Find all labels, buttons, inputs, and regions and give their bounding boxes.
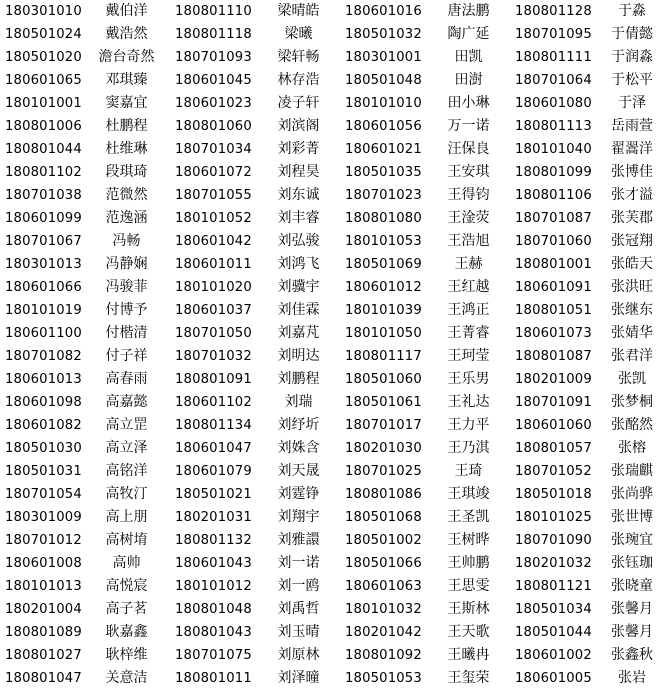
student-name-cell: 张岩 <box>618 670 646 686</box>
student-name-cell: 刘滨阁 <box>277 118 320 134</box>
roster-row <box>0 276 671 299</box>
student-name-cell: 耿嘉鑫 <box>105 624 148 640</box>
student-name-cell: 张馨月 <box>611 601 653 617</box>
student-id-cell: 180801128 <box>515 4 592 19</box>
student-name-cell: 邓琪臻 <box>105 72 148 88</box>
student-name-cell: 杜维琳 <box>105 141 148 157</box>
student-id-cell: 180701055 <box>175 188 252 203</box>
student-name-cell: 高春雨 <box>105 371 148 387</box>
student-id-cell: 180701075 <box>175 648 252 663</box>
student-id-cell: 180501031 <box>5 464 82 479</box>
student-name-cell: 刘翔宇 <box>277 509 320 525</box>
student-id-cell: 180601063 <box>345 579 422 594</box>
roster-row <box>0 345 671 368</box>
student-id-cell: 180701060 <box>515 234 592 249</box>
student-id-cell: 180601082 <box>5 418 82 433</box>
student-id-cell: 180601080 <box>515 96 592 111</box>
student-id-cell: 180801121 <box>515 579 592 594</box>
student-id-cell: 180701032 <box>175 349 252 364</box>
student-id-cell: 180801099 <box>515 165 592 180</box>
student-id-cell: 180501060 <box>345 372 422 387</box>
student-id-cell: 180801080 <box>345 211 422 226</box>
student-name-cell: 范逸涵 <box>105 210 148 226</box>
roster-row <box>0 322 671 345</box>
student-name-cell: 刘东诚 <box>277 187 320 203</box>
student-id-cell: 180601023 <box>175 96 252 111</box>
student-name-cell: 刘霆铮 <box>277 486 320 502</box>
student-id-cell: 180501069 <box>345 257 422 272</box>
student-id-cell: 180701091 <box>515 395 592 410</box>
student-name-cell: 刘玉晴 <box>277 624 320 640</box>
student-id-cell: 180701052 <box>515 464 592 479</box>
student-id-cell: 180601072 <box>175 165 252 180</box>
student-id-cell: 180701023 <box>345 188 422 203</box>
student-id-cell: 180801102 <box>5 165 82 180</box>
student-id-cell: 180501053 <box>345 671 422 686</box>
student-name-cell: 岳雨萱 <box>611 118 653 134</box>
student-id-cell: 180701093 <box>175 50 252 65</box>
student-name-cell: 王乃淇 <box>447 440 490 456</box>
student-id-cell: 180701038 <box>5 188 82 203</box>
student-id-cell: 180801091 <box>175 372 252 387</box>
student-name-cell: 陶广延 <box>447 26 490 42</box>
student-name-cell: 张博佳 <box>611 164 653 180</box>
student-id-cell: 180601042 <box>175 234 252 249</box>
student-id-cell: 180601016 <box>345 4 422 19</box>
roster-row <box>0 161 671 184</box>
student-id-cell: 180801047 <box>5 671 82 686</box>
student-id-cell: 180301009 <box>5 510 82 525</box>
student-name-cell: 王天歌 <box>447 624 490 640</box>
student-id-cell: 180101019 <box>5 303 82 318</box>
roster-row <box>0 529 671 552</box>
student-name-cell: 张钰珈 <box>611 555 653 571</box>
student-name-cell: 王红越 <box>447 279 490 295</box>
student-id-cell: 180701025 <box>345 464 422 479</box>
student-id-cell: 180801027 <box>5 648 82 663</box>
student-id-cell: 180201009 <box>515 372 592 387</box>
student-name-cell: 刘程昊 <box>277 164 320 180</box>
student-name-cell: 王安琪 <box>447 164 490 180</box>
student-id-cell: 180801060 <box>175 119 252 134</box>
student-name-cell: 张冠翔 <box>611 233 653 249</box>
student-id-cell: 180701095 <box>515 27 592 42</box>
student-id-cell: 180601043 <box>175 556 252 571</box>
student-name-cell: 张凯 <box>618 371 646 387</box>
student-id-cell: 180501044 <box>515 625 592 640</box>
student-id-cell: 180701050 <box>175 326 252 341</box>
student-name-cell: 刘原林 <box>277 647 320 663</box>
student-id-cell: 180701067 <box>5 234 82 249</box>
roster-row <box>0 184 671 207</box>
student-name-cell: 张皓天 <box>611 256 653 272</box>
student-name-cell: 高上朋 <box>105 509 148 525</box>
roster-row <box>0 230 671 253</box>
student-id-cell: 180601060 <box>515 418 592 433</box>
student-id-cell: 180601013 <box>5 372 82 387</box>
student-name-cell: 冯骏菲 <box>105 279 148 295</box>
student-id-cell: 180501034 <box>515 602 592 617</box>
student-id-cell: 180301001 <box>345 50 422 65</box>
roster-row <box>0 207 671 230</box>
student-name-cell: 刘纾圻 <box>277 417 320 433</box>
student-id-cell: 180801106 <box>515 188 592 203</box>
student-id-cell: 180801057 <box>515 441 592 456</box>
student-id-cell: 180101052 <box>175 211 252 226</box>
roster-row <box>0 437 671 460</box>
student-name-cell: 张尚骅 <box>611 486 653 502</box>
student-id-cell: 180601008 <box>5 556 82 571</box>
student-id-cell: 180601100 <box>5 326 82 341</box>
student-name-cell: 刘佳霖 <box>277 302 320 318</box>
student-name-cell: 王鸿正 <box>447 302 490 318</box>
student-name-cell: 刘丰睿 <box>277 210 320 226</box>
roster-row <box>0 253 671 276</box>
student-id-cell: 180701064 <box>515 73 592 88</box>
student-id-cell: 180801086 <box>345 487 422 502</box>
student-id-cell: 180101020 <box>175 280 252 295</box>
student-name-cell: 高立罡 <box>105 417 148 433</box>
student-name-cell: 高铭洋 <box>105 463 148 479</box>
student-id-cell: 180201032 <box>515 556 592 571</box>
roster-row <box>0 391 671 414</box>
student-name-cell: 凌子轩 <box>277 95 320 111</box>
student-id-cell: 180801110 <box>175 4 252 19</box>
student-name-cell: 刘一鸥 <box>277 578 320 594</box>
student-id-cell: 180201042 <box>345 625 422 640</box>
student-id-cell: 180601045 <box>175 73 252 88</box>
student-id-cell: 180501018 <box>515 487 592 502</box>
student-id-cell: 180601005 <box>515 671 592 686</box>
student-id-cell: 180801117 <box>345 349 422 364</box>
student-id-cell: 180801134 <box>175 418 252 433</box>
student-name-cell: 于泽 <box>618 95 646 111</box>
student-name-cell: 耿梓维 <box>105 647 148 663</box>
student-name-cell: 付博予 <box>105 302 148 318</box>
student-name-cell: 唐法鹏 <box>447 3 490 19</box>
student-name-cell: 刘嘉芃 <box>277 325 320 341</box>
student-name-cell: 付子祥 <box>105 348 148 364</box>
student-id-cell: 180501002 <box>345 533 422 548</box>
student-id-cell: 180501021 <box>175 487 252 502</box>
student-name-cell: 万一诺 <box>447 118 490 134</box>
roster-row <box>0 368 671 391</box>
student-id-cell: 180101001 <box>5 96 82 111</box>
student-name-cell: 张瑞麒 <box>611 463 653 479</box>
student-name-cell: 付楷清 <box>105 325 148 341</box>
student-name-cell: 刘鹏程 <box>277 371 320 387</box>
roster-row <box>0 575 671 598</box>
student-id-cell: 180801011 <box>175 671 252 686</box>
student-id-cell: 180801111 <box>515 50 592 65</box>
roster-row <box>0 644 671 667</box>
student-id-cell: 180801087 <box>515 349 592 364</box>
student-name-cell: 高嘉懿 <box>105 394 148 410</box>
student-name-cell: 刘雅譞 <box>277 532 320 548</box>
roster-row <box>0 552 671 575</box>
student-id-cell: 180501020 <box>5 50 82 65</box>
student-name-cell: 田小琳 <box>447 95 490 111</box>
student-name-cell: 张才溢 <box>611 187 653 203</box>
student-name-cell: 梁曦 <box>284 26 313 42</box>
student-id-cell: 180601011 <box>175 257 252 272</box>
student-name-cell: 翟翯洋 <box>611 141 653 157</box>
student-id-cell: 180101013 <box>5 579 82 594</box>
student-name-cell: 王曦冉 <box>447 647 490 663</box>
student-id-cell: 180801092 <box>345 648 422 663</box>
student-id-cell: 180201004 <box>5 602 82 617</box>
student-name-cell: 王斯林 <box>447 601 490 617</box>
student-id-cell: 180601091 <box>515 280 592 295</box>
student-id-cell: 180701017 <box>345 418 422 433</box>
student-name-cell: 刘明达 <box>277 348 320 364</box>
student-name-cell: 王琪竣 <box>447 486 490 502</box>
student-name-cell: 张君洋 <box>611 348 653 364</box>
student-id-cell: 180701082 <box>5 349 82 364</box>
student-id-cell: 180101039 <box>345 303 422 318</box>
student-name-cell: 高悦宸 <box>105 578 148 594</box>
student-name-cell: 刘骥宇 <box>277 279 320 295</box>
student-id-cell: 180601066 <box>5 280 82 295</box>
student-id-cell: 180201030 <box>345 441 422 456</box>
student-id-cell: 180601099 <box>5 211 82 226</box>
student-name-cell: 范微然 <box>105 187 148 203</box>
student-id-cell: 180601021 <box>345 142 422 157</box>
student-name-cell: 刘姝含 <box>277 440 320 456</box>
roster-row <box>0 92 671 115</box>
roster-row <box>0 0 671 23</box>
student-id-cell: 180801006 <box>5 119 82 134</box>
student-name-cell: 王菁睿 <box>447 325 490 341</box>
student-name-cell: 王淦荧 <box>447 210 490 226</box>
student-name-cell: 高立泽 <box>105 440 148 456</box>
student-name-cell: 王礼达 <box>447 394 490 410</box>
roster-row <box>0 506 671 529</box>
student-id-cell: 180501035 <box>345 165 422 180</box>
student-name-cell: 刘彩菁 <box>277 141 320 157</box>
student-id-cell: 180601037 <box>175 303 252 318</box>
student-id-cell: 180501024 <box>5 27 82 42</box>
student-id-cell: 180601073 <box>515 326 592 341</box>
student-name-cell: 刘禹哲 <box>277 601 320 617</box>
student-name-cell: 王得钧 <box>447 187 490 203</box>
student-id-cell: 180801113 <box>515 119 592 134</box>
student-id-cell: 180501030 <box>5 441 82 456</box>
student-name-cell: 刘鸿飞 <box>277 256 320 272</box>
student-id-cell: 180501032 <box>345 27 422 42</box>
student-name-cell: 王珂莹 <box>447 348 490 364</box>
student-name-cell: 王玺荣 <box>447 670 490 686</box>
roster-row <box>0 598 671 621</box>
student-id-cell: 180701034 <box>175 142 252 157</box>
student-id-cell: 180701054 <box>5 487 82 502</box>
student-name-cell: 刘泽曈 <box>277 670 320 686</box>
student-name-cell: 高帅 <box>112 555 141 571</box>
student-name-cell: 林存浩 <box>277 72 320 88</box>
roster-row <box>0 23 671 46</box>
student-name-cell: 段琪琦 <box>105 164 148 180</box>
student-name-cell: 王圣凯 <box>447 509 490 525</box>
student-id-cell: 180801048 <box>175 602 252 617</box>
student-name-cell: 张梦桐 <box>611 394 653 410</box>
student-name-cell: 张芙郡 <box>611 210 653 226</box>
student-name-cell: 冯畅 <box>112 233 141 249</box>
student-id-cell: 180601098 <box>5 395 82 410</box>
student-name-cell: 汪保良 <box>447 141 490 157</box>
student-name-cell: 张继东 <box>611 302 653 318</box>
student-name-cell: 张馨月 <box>611 624 653 640</box>
student-name-cell: 高树堉 <box>105 532 148 548</box>
student-name-cell: 刘弘骏 <box>277 233 320 249</box>
student-name-cell: 王乐男 <box>447 371 490 387</box>
student-id-cell: 180601047 <box>175 441 252 456</box>
student-id-cell: 180101010 <box>345 96 422 111</box>
student-id-cell: 180801132 <box>175 533 252 548</box>
student-name-cell: 张洪旺 <box>611 279 653 295</box>
student-id-cell: 180101040 <box>515 142 592 157</box>
student-name-cell: 戴伯洋 <box>105 3 148 19</box>
student-id-cell: 180501048 <box>345 73 422 88</box>
student-id-cell: 180601065 <box>5 73 82 88</box>
roster-row <box>0 46 671 69</box>
student-name-cell: 高牧汀 <box>105 486 148 502</box>
student-name-cell: 戴浩然 <box>105 26 148 42</box>
student-name-cell: 张榕 <box>618 440 646 456</box>
student-id-cell: 180501061 <box>345 395 422 410</box>
student-name-cell: 关意洁 <box>105 670 148 686</box>
student-name-cell: 于润淼 <box>611 49 653 65</box>
student-name-cell: 张晓童 <box>611 578 653 594</box>
student-id-cell: 180601012 <box>345 280 422 295</box>
student-name-cell: 王赫 <box>454 256 483 272</box>
student-id-cell: 180501066 <box>345 556 422 571</box>
student-name-cell: 刘瑞 <box>284 394 313 410</box>
student-name-cell: 张世博 <box>611 509 653 525</box>
roster-row <box>0 138 671 161</box>
student-id-cell: 180801044 <box>5 142 82 157</box>
student-name-cell: 王帅鹏 <box>447 555 490 571</box>
student-id-cell: 180101050 <box>345 326 422 341</box>
student-id-cell: 180701012 <box>5 533 82 548</box>
roster-row <box>0 299 671 322</box>
roster-row <box>0 115 671 138</box>
student-name-cell: 于松平 <box>611 72 653 88</box>
student-name-cell: 田澍 <box>454 72 483 88</box>
student-name-cell: 张鑫秋 <box>611 647 653 663</box>
student-name-cell: 窦嘉宜 <box>105 95 148 111</box>
roster-row <box>0 621 671 644</box>
student-id-cell: 180801051 <box>515 303 592 318</box>
roster-row <box>0 483 671 506</box>
student-id-cell: 180101012 <box>175 579 252 594</box>
roster-row <box>0 69 671 92</box>
student-name-cell: 梁轩畅 <box>277 49 320 65</box>
student-name-cell: 于倩懿 <box>611 26 653 42</box>
student-name-cell: 高子茗 <box>105 601 148 617</box>
roster-row <box>0 460 671 483</box>
student-name-cell: 张婧华 <box>611 325 653 341</box>
student-id-cell: 180601102 <box>175 395 252 410</box>
student-name-cell: 王思雯 <box>447 578 490 594</box>
student-id-cell: 180301013 <box>5 257 82 272</box>
student-id-cell: 180301010 <box>5 4 82 19</box>
student-name-cell: 田凯 <box>454 49 483 65</box>
student-name-cell: 澹台奇然 <box>98 49 155 65</box>
student-name-cell: 杜鹏程 <box>105 118 148 134</box>
student-name-cell: 王树晔 <box>447 532 490 548</box>
student-id-cell: 180601079 <box>175 464 252 479</box>
student-name-cell: 王琦 <box>454 463 483 479</box>
student-name-cell: 梁晴皓 <box>277 3 320 19</box>
student-name-cell: 冯静娴 <box>105 256 148 272</box>
student-name-cell: 于淼 <box>618 3 646 19</box>
student-name-cell: 王力平 <box>447 417 490 433</box>
student-id-cell: 180201031 <box>175 510 252 525</box>
student-name-cell: 张琬宜 <box>611 532 653 548</box>
student-id-cell: 180701090 <box>515 533 592 548</box>
student-id-cell: 180701087 <box>515 211 592 226</box>
roster-row <box>0 414 671 437</box>
student-id-cell: 180101053 <box>345 234 422 249</box>
student-id-cell: 180101025 <box>515 510 592 525</box>
student-id-cell: 180801043 <box>175 625 252 640</box>
student-name-cell: 刘天晟 <box>277 463 320 479</box>
student-id-cell: 180601056 <box>345 119 422 134</box>
student-id-cell: 180801118 <box>175 27 252 42</box>
student-id-cell: 180801001 <box>515 257 592 272</box>
student-name-cell: 刘一诺 <box>277 555 320 571</box>
student-id-cell: 180501068 <box>345 510 422 525</box>
student-name-cell: 张酩然 <box>611 417 653 433</box>
student-name-cell: 王浩旭 <box>447 233 490 249</box>
student-id-cell: 180101032 <box>345 602 422 617</box>
student-id-cell: 180801089 <box>5 625 82 640</box>
student-id-cell: 180601002 <box>515 648 592 663</box>
